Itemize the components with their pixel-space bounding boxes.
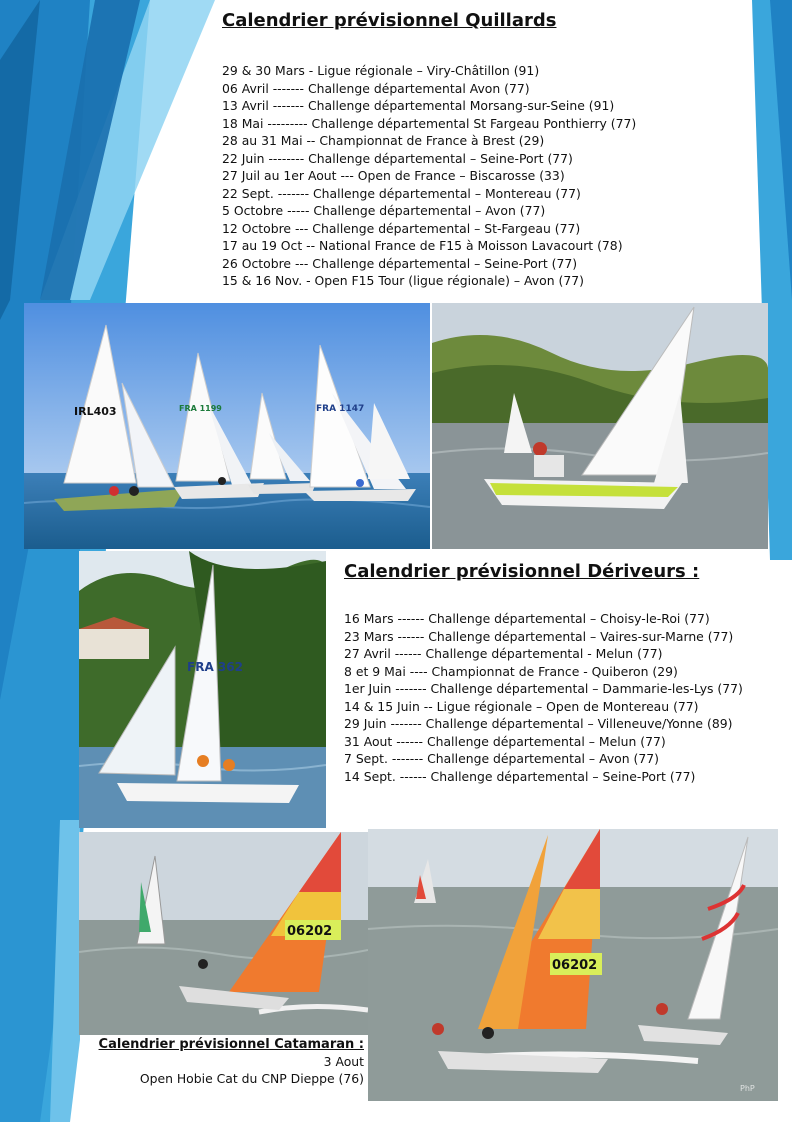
quillards-title: Calendrier prévisionnel Quillards	[222, 10, 557, 31]
photo-quillard-single	[432, 303, 768, 549]
sail-number: FRA 1147	[316, 404, 365, 414]
list-item: 1er Juin ------- Challenge départemental – Dammarie-les-Lys (77)	[344, 681, 743, 696]
list-item: 22 Juin -------- Challenge départemental – Seine-Port (77)	[222, 150, 573, 166]
catamaran-event: Open Hobie Cat du CNP Dieppe (76)	[139, 1071, 364, 1086]
photo-catamaran-left	[79, 832, 368, 1035]
sail-number: FRA 1199	[179, 404, 222, 413]
quillards-list	[222, 62, 636, 290]
list-item: 31 Aout ------ Challenge départemental – Melun (77)	[344, 733, 666, 749]
list-item: 22 Sept. ------- Challenge départemental – Montereau (77)	[222, 185, 581, 201]
list-item: 28 au 31 Mai -- Championnat de France à Brest (29)	[222, 133, 545, 148]
photo-catamaran-right	[368, 829, 778, 1101]
list-item: 23 Mars ------ Challenge départemental – Vaires-sur-Marne (77)	[344, 628, 734, 644]
sail-number: 06202	[287, 924, 333, 939]
deriveurs-list	[344, 610, 743, 785]
list-item: 15 & 16 Nov. - Open F15 Tour (ligue régionale) – Avon (77)	[222, 273, 584, 288]
photo-credit: PhP	[740, 1084, 755, 1093]
list-item: 29 & 30 Mars - Ligue régionale – Viry-Châtillon (91)	[222, 63, 540, 78]
catamaran-section	[80, 1036, 364, 1087]
catamaran-date: 3 Aout	[323, 1054, 364, 1069]
list-item: 13 Avril ------- Challenge départemental Morsang-sur-Seine (91)	[222, 98, 615, 113]
list-item: 12 Octobre --- Challenge départemental – St-Fargeau (77)	[222, 220, 581, 236]
list-item: 29 Juin ------- Challenge départemental – Villeneuve/Yonne (89)	[344, 716, 733, 731]
list-item: 5 Octobre ----- Challenge départemental – Avon (77)	[222, 203, 546, 218]
list-item: 26 Octobre --- Challenge départemental – Seine-Port (77)	[222, 255, 578, 271]
sail-number: FRA 362	[187, 660, 243, 674]
list-item: 8 et 9 Mai ---- Championnat de France - Quiberon (29)	[344, 663, 678, 679]
catamaran-title: Calendrier prévisionnel Catamaran :	[98, 1037, 364, 1052]
list-item: 16 Mars ------ Challenge départemental – Choisy-le-Roi (77)	[344, 611, 710, 626]
list-item: 7 Sept. ------- Challenge départemental – Avon (77)	[344, 751, 659, 766]
list-item: 17 au 19 Oct -- National France de F15 à Moisson Lavacourt (78)	[222, 238, 623, 253]
list-item: 06 Avril ------- Challenge départemental Avon (77)	[222, 80, 530, 96]
photo-quillards-fleet	[24, 303, 430, 549]
list-item: 27 Avril ------ Challenge départemental - Melun (77)	[344, 646, 663, 661]
list-item: 27 Juil au 1er Aout --- Open de France – Biscarosse (33)	[222, 168, 565, 183]
photo-deriveur	[79, 551, 326, 828]
list-item: 18 Mai --------- Challenge départemental St Fargeau Ponthierry (77)	[222, 115, 637, 131]
list-item: 14 Sept. ------ Challenge départemental – Seine-Port (77)	[344, 768, 696, 784]
deriveurs-title: Calendrier prévisionnel Dériveurs :	[344, 561, 700, 582]
sail-number: IRL403	[74, 405, 117, 418]
list-item: 14 & 15 Juin -- Ligue régionale – Open de Montereau (77)	[344, 698, 699, 714]
sail-number: 06202	[552, 958, 598, 973]
